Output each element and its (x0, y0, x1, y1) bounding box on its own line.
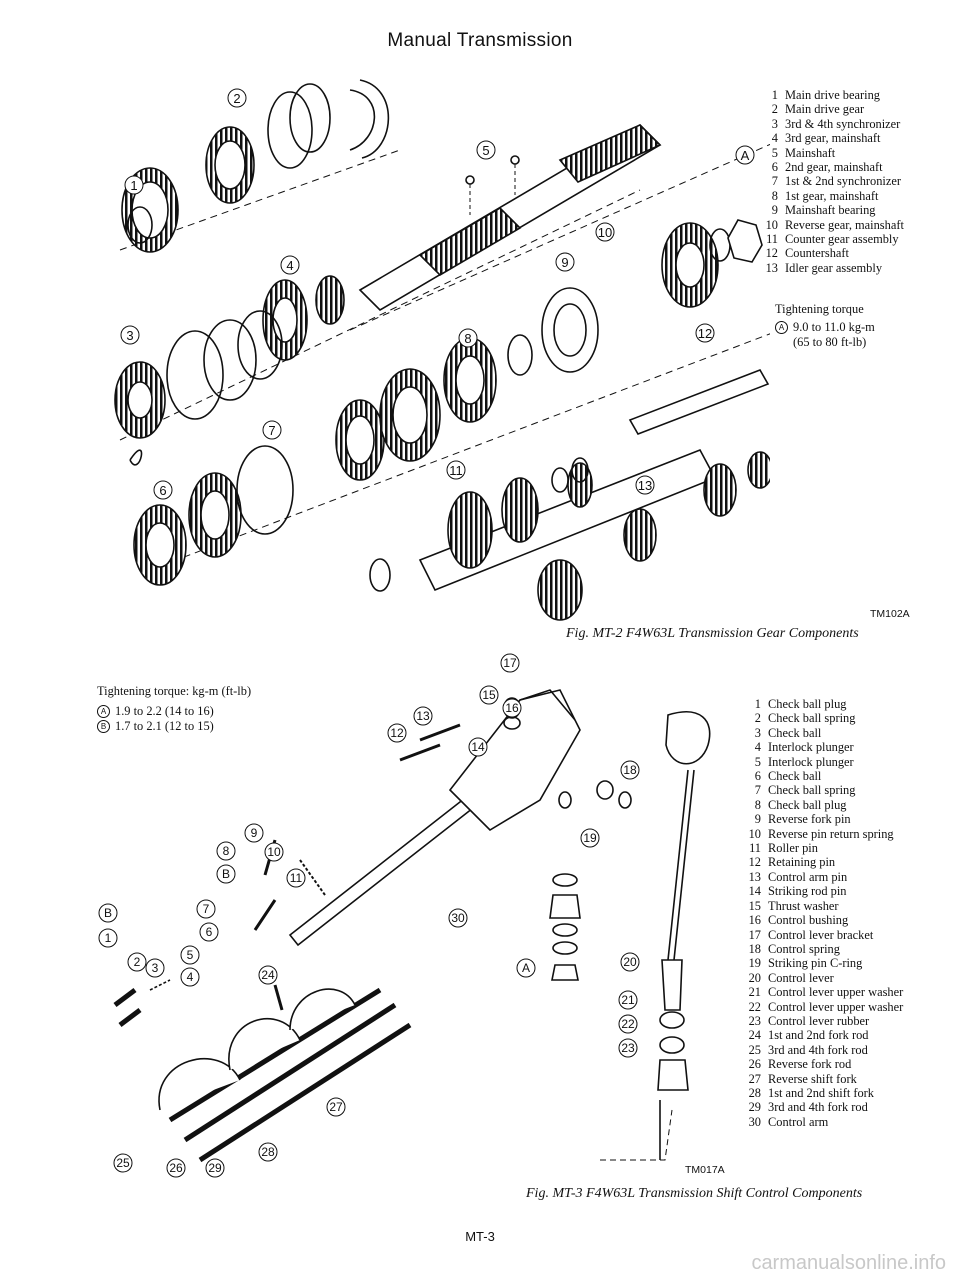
svg-text:10: 10 (597, 225, 613, 240)
svg-text:25: 25 (116, 1156, 130, 1170)
svg-text:19: 19 (583, 831, 597, 845)
svg-text:1: 1 (130, 178, 138, 193)
list-item: 2 Main drive gear (771, 102, 865, 117)
svg-text:3: 3 (126, 328, 134, 343)
list-item: 3 Check ball (754, 725, 822, 740)
list-item: 9 Reverse fork pin (754, 812, 851, 827)
svg-text:7: 7 (202, 902, 210, 916)
svg-text:1: 1 (104, 931, 112, 945)
svg-text:13: 13 (637, 478, 653, 493)
torque-mark-a-icon: A (97, 705, 110, 718)
svg-text:9: 9 (561, 255, 569, 270)
list-item: 4 3rd gear, mainshaft (771, 131, 881, 146)
svg-text:22: 22 (621, 1017, 635, 1031)
svg-text:15: 15 (482, 688, 496, 702)
list-item: 28 1st and 2nd shift fork (748, 1085, 874, 1100)
list-item: 11 Roller pin (749, 841, 818, 856)
svg-text:2: 2 (133, 955, 141, 969)
list-item: 8 Check ball plug (754, 797, 847, 812)
svg-text:23: 23 (621, 1041, 635, 1055)
list-item: 9 Mainshaft bearing (771, 203, 876, 218)
svg-text:17: 17 (503, 656, 517, 670)
gear-components-legend (760, 88, 904, 275)
svg-text:A: A (740, 148, 750, 163)
list-item: 1 Main drive bearing (771, 88, 880, 102)
torque-value: 9.0 to 11.0 kg-m (793, 320, 875, 334)
list-item: 13 Idler gear assembly (765, 260, 883, 275)
svg-text:11: 11 (449, 463, 463, 478)
svg-text:29: 29 (208, 1161, 222, 1175)
svg-text:B: B (221, 867, 231, 881)
svg-text:3: 3 (151, 961, 159, 975)
svg-text:9: 9 (250, 826, 258, 840)
list-item: 2 Check ball spring (754, 711, 856, 726)
list-item: 6 2nd gear, mainshaft (771, 160, 883, 175)
page-title: Manual Transmission (387, 30, 573, 51)
svg-text:13: 13 (416, 709, 430, 723)
torque-value-a: 1.9 to 2.2 (14 to 16) (115, 704, 214, 718)
list-item: 18 Control spring (748, 941, 840, 956)
list-item: 23 Control lever rubber (748, 1013, 870, 1028)
list-item: 17 Control lever bracket (748, 927, 874, 942)
list-item: 21 Control lever upper washer (748, 985, 904, 1000)
list-item: 27 Reverse shift fork (748, 1071, 857, 1086)
list-item: 7 Check ball spring (754, 783, 856, 798)
svg-text:2: 2 (233, 91, 241, 106)
list-item: 22 Control lever upper washer (748, 999, 904, 1014)
torque-title: Tightening torque (775, 302, 864, 316)
svg-text:6: 6 (205, 925, 213, 939)
svg-text:27: 27 (329, 1100, 343, 1114)
torque-mark-a-icon: A (775, 321, 788, 334)
shift-torque-spec (97, 684, 251, 734)
list-item: 25 3rd and 4th fork rod (748, 1042, 868, 1057)
svg-text:21: 21 (621, 993, 635, 1007)
list-item: 4 Interlock plunger (754, 740, 854, 755)
torque-value-ft: (65 to 80 ft-lb) (793, 335, 867, 349)
svg-text:16: 16 (505, 701, 519, 715)
gear-components-diagram (80, 60, 770, 630)
shift-components-legend (743, 697, 903, 1129)
list-item: 19 Striking pin C-ring (748, 956, 863, 971)
torque-mark-b-icon: B (97, 720, 110, 733)
svg-text:6: 6 (159, 483, 167, 498)
svg-text:20: 20 (623, 955, 637, 969)
list-item: 30 Control arm (748, 1114, 829, 1129)
list-item: 26 Reverse fork rod (748, 1057, 852, 1072)
svg-text:11: 11 (289, 871, 303, 885)
list-item: 3 3rd & 4th synchronizer (771, 116, 901, 131)
watermark: carmanualsonline.info (751, 1252, 946, 1274)
figure-code: TM017A (685, 1164, 725, 1176)
list-item: 24 1st and 2nd fork rod (748, 1028, 869, 1043)
svg-text:5: 5 (186, 948, 194, 962)
svg-text:12: 12 (697, 326, 713, 341)
figure-code: TM102A (870, 608, 910, 620)
figure-caption: Fig. MT-3 F4W63L Transmission Shift Control Components (526, 1186, 863, 1201)
svg-text:8: 8 (464, 331, 472, 346)
list-item: 11 Counter gear assembly (766, 232, 899, 247)
list-item: 10 Reverse gear, mainshaft (765, 217, 904, 232)
svg-text:24: 24 (261, 968, 275, 982)
list-item: 12 Retaining pin (748, 855, 836, 870)
list-item: 7 1st & 2nd synchronizer (771, 174, 901, 189)
list-item: 14 Striking rod pin (748, 884, 847, 899)
svg-text:26: 26 (169, 1161, 183, 1175)
torque-title: Tightening torque: kg-m (ft-lb) (97, 684, 252, 698)
svg-text:28: 28 (261, 1145, 275, 1159)
svg-text:4: 4 (186, 970, 194, 984)
list-item: 1 Check ball plug (754, 697, 847, 711)
list-item: 5 Interlock plunger (754, 754, 854, 769)
list-item: 16 Control bushing (748, 913, 849, 928)
figure-caption: Fig. MT-2 F4W63L Transmission Gear Components (566, 626, 859, 641)
svg-text:18: 18 (623, 763, 637, 777)
svg-text:14: 14 (471, 740, 485, 754)
list-item: 8 1st gear, mainshaft (771, 188, 879, 203)
svg-text:12: 12 (390, 726, 404, 740)
svg-text:7: 7 (268, 423, 276, 438)
list-item: 12 Countershaft (765, 246, 850, 261)
list-item: 10 Reverse pin return spring (748, 826, 894, 841)
list-item: 15 Thrust washer (748, 898, 839, 913)
svg-text:8: 8 (222, 844, 230, 858)
list-item: 13 Control arm pin (748, 869, 848, 884)
svg-text:5: 5 (482, 143, 490, 158)
svg-text:A: A (521, 961, 531, 975)
list-item: 6 Check ball (754, 769, 822, 784)
torque-value-b: 1.7 to 2.1 (12 to 15) (115, 719, 214, 733)
svg-text:B: B (103, 906, 113, 920)
svg-text:10: 10 (267, 845, 281, 859)
svg-text:4: 4 (286, 258, 294, 273)
svg-text:30: 30 (451, 911, 465, 925)
list-item: 29 3rd and 4th fork rod (748, 1100, 868, 1115)
list-item: 5 Mainshaft (771, 145, 836, 160)
list-item: 20 Control lever (748, 970, 834, 985)
gear-torque-spec (775, 302, 875, 350)
page-number: MT-3 (465, 1229, 495, 1244)
